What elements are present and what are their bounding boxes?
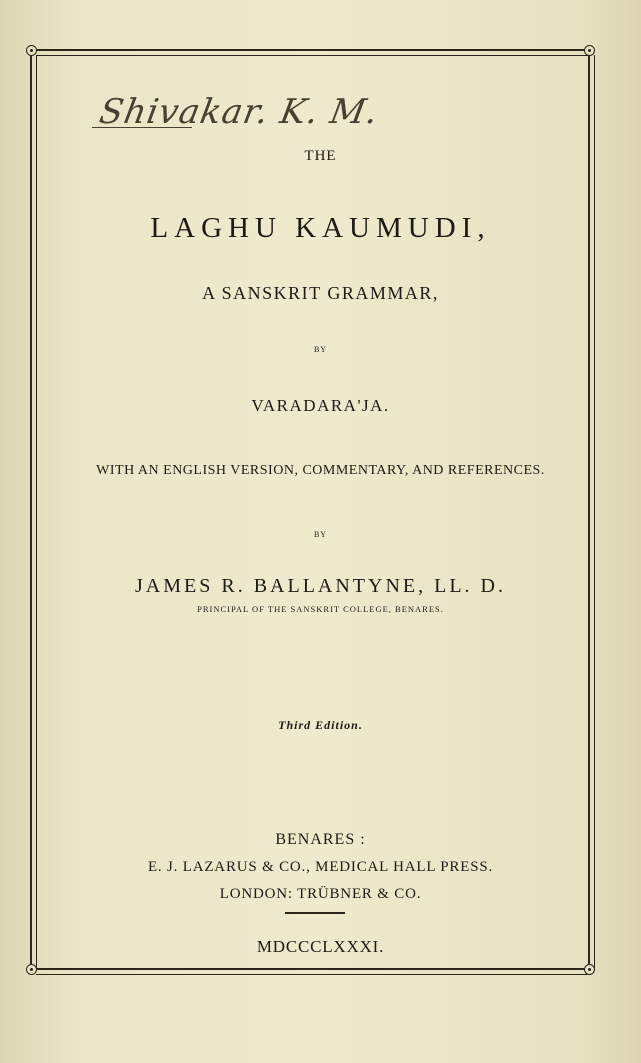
- book-subtitle: A SANSKRIT GRAMMAR,: [202, 283, 439, 303]
- corner-ornament-icon: [584, 964, 595, 975]
- editor-title: PRINCIPAL OF THE SANSKRIT COLLEGE, BENARES.: [197, 604, 444, 614]
- corner-ornament-icon: [584, 45, 595, 56]
- london-publisher-line: LONDON: TRÜBNER & CO.: [219, 886, 422, 902]
- edition-label: Third Edition.: [278, 718, 363, 732]
- book-title: LAGHU KAUMUDI,: [150, 212, 491, 244]
- handwritten-signature: Shivakar. K. M.: [96, 92, 382, 132]
- title-prefix: THE: [304, 148, 337, 164]
- by-label: BY: [313, 530, 328, 539]
- description-line: WITH AN ENGLISH VERSION, COMMENTARY, AND REFERENCES.: [96, 463, 545, 478]
- publication-date: MDCCCLXXXI.: [256, 937, 385, 956]
- publication-place: BENARES :: [275, 831, 366, 848]
- divider-rule: [285, 912, 345, 914]
- editor-name: JAMES R. BALLANTYNE, LL. D.: [135, 575, 506, 597]
- corner-ornament-icon: [26, 964, 37, 975]
- author-name: VARADARA'JA.: [251, 396, 390, 415]
- border-bottom-rule: [36, 968, 591, 975]
- corner-ornament-icon: [26, 45, 37, 56]
- border-top-rule: [36, 49, 591, 56]
- by-label: BY: [313, 345, 328, 354]
- publisher-line: E. J. LAZARUS & CO., MEDICAL HALL PRESS.: [147, 859, 494, 875]
